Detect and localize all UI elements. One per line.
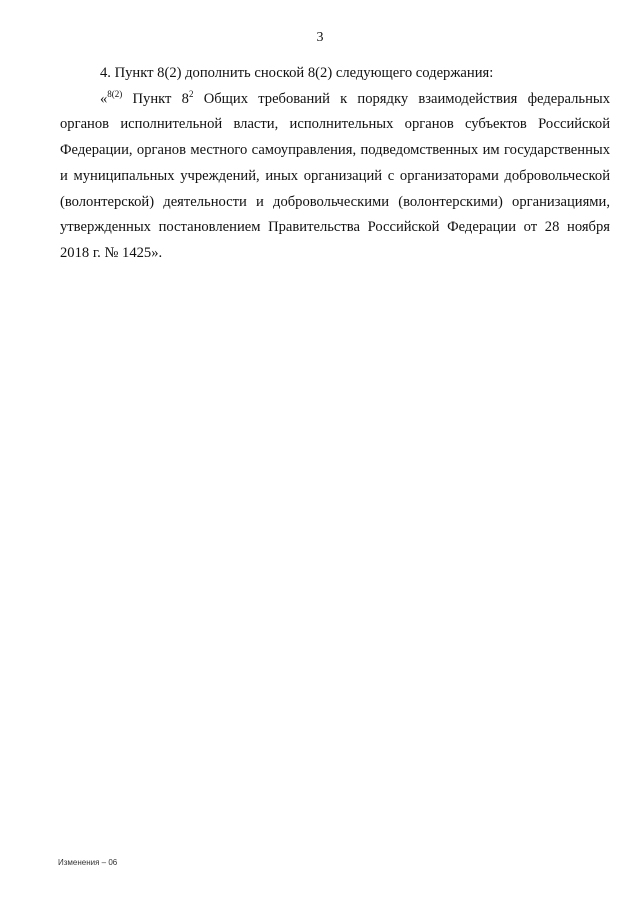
- item-4-paragraph: 4. Пункт 8(2) дополнить сноской 8(2) следующего содержания:: [100, 65, 494, 81]
- footnote-text-start: Пункт 8: [122, 90, 189, 107]
- open-quote: «: [100, 90, 108, 107]
- page-number: 3: [316, 30, 324, 45]
- footnote-marker: 8(2): [107, 88, 123, 99]
- document-body: [60, 61, 610, 267]
- footer-revision-label: Изменения – 06: [58, 858, 118, 867]
- footnote-paragraph: [60, 87, 610, 267]
- point-superscript: 2: [188, 88, 194, 99]
- footnote-text-rest: Общих требований к порядку взаимодействия федеральных органов исполнительной власти, исполнительных органов субъектов Российской Федерации, органов местного самоуправления, подведомственных им государственных и муниципальных учреждений, иных организаций с организаторами добровольческой (волонтерской) деятельности и добровольческими (волонтерскими) организациями, утвержденных постановлением Правительства Российской Федерации от 28 ноября 2018 г. № 1425».: [60, 90, 611, 261]
